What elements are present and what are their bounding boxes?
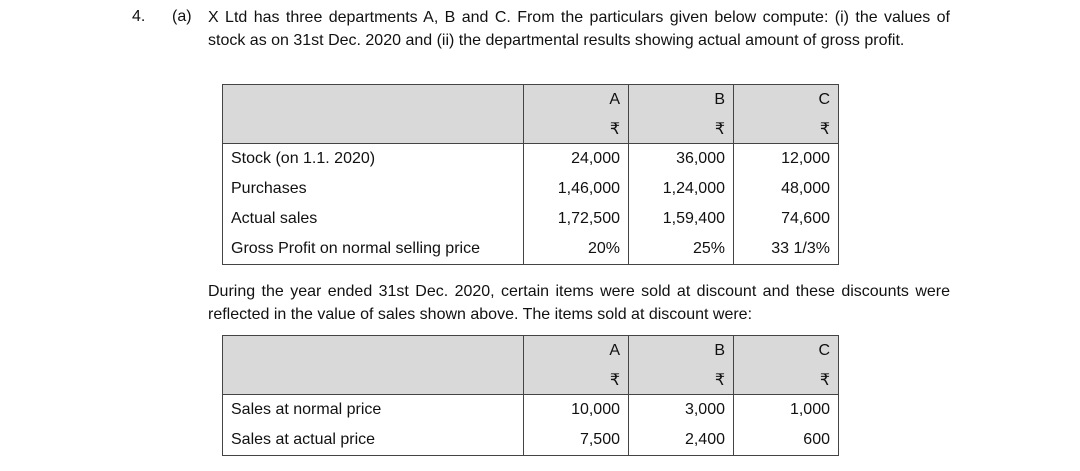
cell-a: 20% — [524, 234, 629, 265]
cell-b: 36,000 — [629, 144, 734, 175]
row-label: Sales at actual price — [223, 425, 524, 456]
table-row — [223, 234, 839, 265]
cell-a: 1,72,500 — [524, 204, 629, 234]
cell-c: 1,000 — [734, 395, 839, 426]
currency-row — [223, 114, 839, 144]
currency-b: ₹ — [629, 365, 734, 395]
cell-b: 2,400 — [629, 425, 734, 456]
discount-table — [222, 335, 839, 456]
currency-c: ₹ — [734, 365, 839, 395]
table-row — [223, 144, 839, 175]
cell-b: 1,24,000 — [629, 174, 734, 204]
cell-a: 7,500 — [524, 425, 629, 456]
question-number: 4. — [132, 8, 146, 25]
row-label: Stock (on 1.1. 2020) — [223, 144, 524, 175]
column-header-a: A — [524, 336, 629, 366]
table-header-row — [223, 336, 839, 366]
question-intro: X Ltd has three departments A, B and C. From the particulars given below compute: (i) the values of stock as on 31st Dec. 2020 and (ii) the departmental results showing actual amount of gross profit. — [208, 9, 950, 49]
currency-a: ₹ — [524, 365, 629, 395]
column-header-b: B — [629, 336, 734, 366]
question-part: (a) — [172, 8, 192, 25]
table-row — [223, 395, 839, 426]
cell-a: 10,000 — [524, 395, 629, 426]
column-header-a: A — [524, 85, 629, 115]
row-label: Sales at normal price — [223, 395, 524, 426]
row-label: Actual sales — [223, 204, 524, 234]
cell-c: 74,600 — [734, 204, 839, 234]
row-label: Gross Profit on normal selling price — [223, 234, 524, 265]
currency-a: ₹ — [524, 114, 629, 144]
column-header-c: C — [734, 85, 839, 115]
table-row — [223, 425, 839, 456]
currency-c: ₹ — [734, 114, 839, 144]
cell-b: 25% — [629, 234, 734, 265]
cell-b: 3,000 — [629, 395, 734, 426]
discount-note: During the year ended 31st Dec. 2020, certain items were sold at discount and these discounts were reflected in the value of sales shown above. The items sold at discount were: — [208, 283, 950, 323]
cell-c: 33 1/3% — [734, 234, 839, 265]
column-header-b: B — [629, 85, 734, 115]
particulars-table — [222, 84, 839, 265]
cell-b: 1,59,400 — [629, 204, 734, 234]
cell-c: 48,000 — [734, 174, 839, 204]
cell-a: 24,000 — [524, 144, 629, 175]
cell-a: 1,46,000 — [524, 174, 629, 204]
table-header-row — [223, 85, 839, 115]
cell-c: 12,000 — [734, 144, 839, 175]
table-row — [223, 204, 839, 234]
table-row — [223, 174, 839, 204]
cell-c: 600 — [734, 425, 839, 456]
column-header-c: C — [734, 336, 839, 366]
currency-row — [223, 365, 839, 395]
currency-b: ₹ — [629, 114, 734, 144]
row-label: Purchases — [223, 174, 524, 204]
